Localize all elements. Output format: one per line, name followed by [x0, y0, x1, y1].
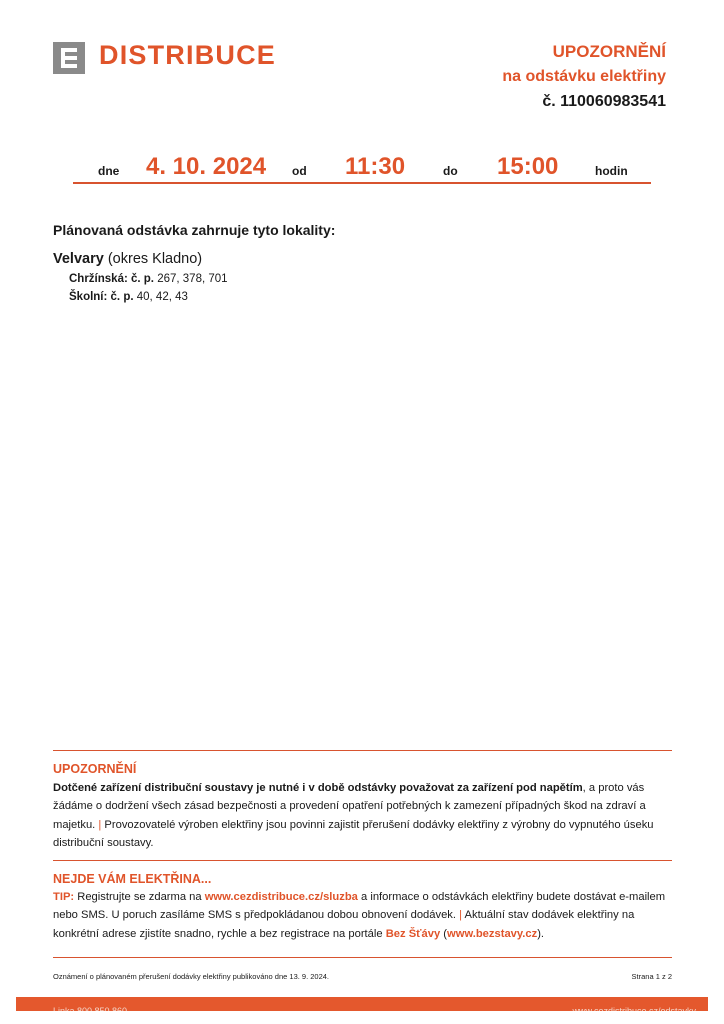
notice-number: č. 110060983541: [542, 93, 666, 110]
tip-text-2: a informace o odstávkách elektřiny budete dostávat e-mailem nebo SMS. U poruch zasíláme SMS s předpokládanou dobou obnovení dodávek.: [53, 891, 666, 922]
street-numbers: 267, 378, 701: [154, 273, 228, 285]
town-district: (okres Kladno): [103, 251, 203, 267]
divider: [53, 860, 672, 861]
warning-title: UPOZORNĚNÍ: [53, 762, 137, 776]
divider: [53, 957, 672, 958]
date-underline: [73, 182, 651, 184]
service-link[interactable]: www.cezdistribuce.cz/sluzba: [204, 891, 358, 903]
notice-title: UPOZORNĚNÍ: [552, 42, 666, 61]
page-number: Strana 1 z 2: [631, 972, 672, 981]
portal-link[interactable]: www.bezstavy.cz: [447, 927, 538, 940]
publication-note: Oznámení o plánovaném přerušení dodávky elektřiny publikováno dne 13. 9. 2024.: [53, 972, 330, 981]
street-item: [69, 291, 188, 303]
page-bottom-edge: [0, 1011, 724, 1024]
warning-bold-text: Dotčené zařízení distribuční soustavy je nutné i v době odstávky považovat za zařízení pod napětím: [53, 782, 583, 794]
street-numbers: 40, 42, 43: [133, 291, 188, 303]
tip-label: TIP:: [53, 891, 75, 903]
brand-logo-icon: [53, 42, 85, 74]
street-name: Školní: č. p.: [69, 291, 134, 303]
tip-text: [53, 888, 673, 943]
producer-text: Provozovatelé výroben elektřiny jsou povinni zajistit přerušení dodávky elektřiny z výrobny do vypnutého úseku distribuční soustavy.: [53, 818, 654, 850]
notice-subtitle: na odstávku elektřiny: [502, 68, 666, 85]
separator: |: [98, 818, 102, 831]
tip-text-1: Registrujte se zdarma na: [74, 891, 205, 903]
from-label: od: [292, 164, 307, 178]
locations-intro: Plánovaná odstávka zahrnuje tyto lokality:: [53, 222, 336, 238]
street-name: Chržínská: č. p.: [69, 273, 154, 285]
tip-text-3: Aktuální stav dodávek elektřiny na konkrétní adrese zjistíte snadno, rychle a bez registrace na portále: [53, 909, 635, 940]
tip-text-5: ).: [537, 927, 545, 940]
warning-text-rest: , a proto vás žádáme o dodržení všech zásad bezpečnosti a provedení opatření potřebných k zamezení případných škod na zdraví a majetku.: [53, 782, 646, 831]
separator: |: [459, 909, 463, 922]
warning-text: [53, 779, 673, 853]
tip-text-4: (: [440, 927, 448, 940]
hours-label: hodin: [595, 164, 628, 178]
brand-name: DISTRIBUCE: [99, 40, 277, 70]
town: [53, 251, 202, 267]
street-item: [69, 273, 228, 285]
outage-start-time: 11:30: [345, 153, 406, 180]
portal-name: Bez Šťávy: [385, 927, 441, 940]
town-name: Velvary: [53, 251, 104, 267]
tip-title: NEJDE VÁM ELEKTŘINA...: [53, 872, 212, 886]
to-label: do: [443, 164, 458, 178]
outage-date: 4. 10. 2024: [146, 153, 267, 180]
date-label: dne: [98, 164, 120, 178]
divider: [53, 750, 672, 751]
outage-end-time: 15:00: [497, 153, 559, 180]
